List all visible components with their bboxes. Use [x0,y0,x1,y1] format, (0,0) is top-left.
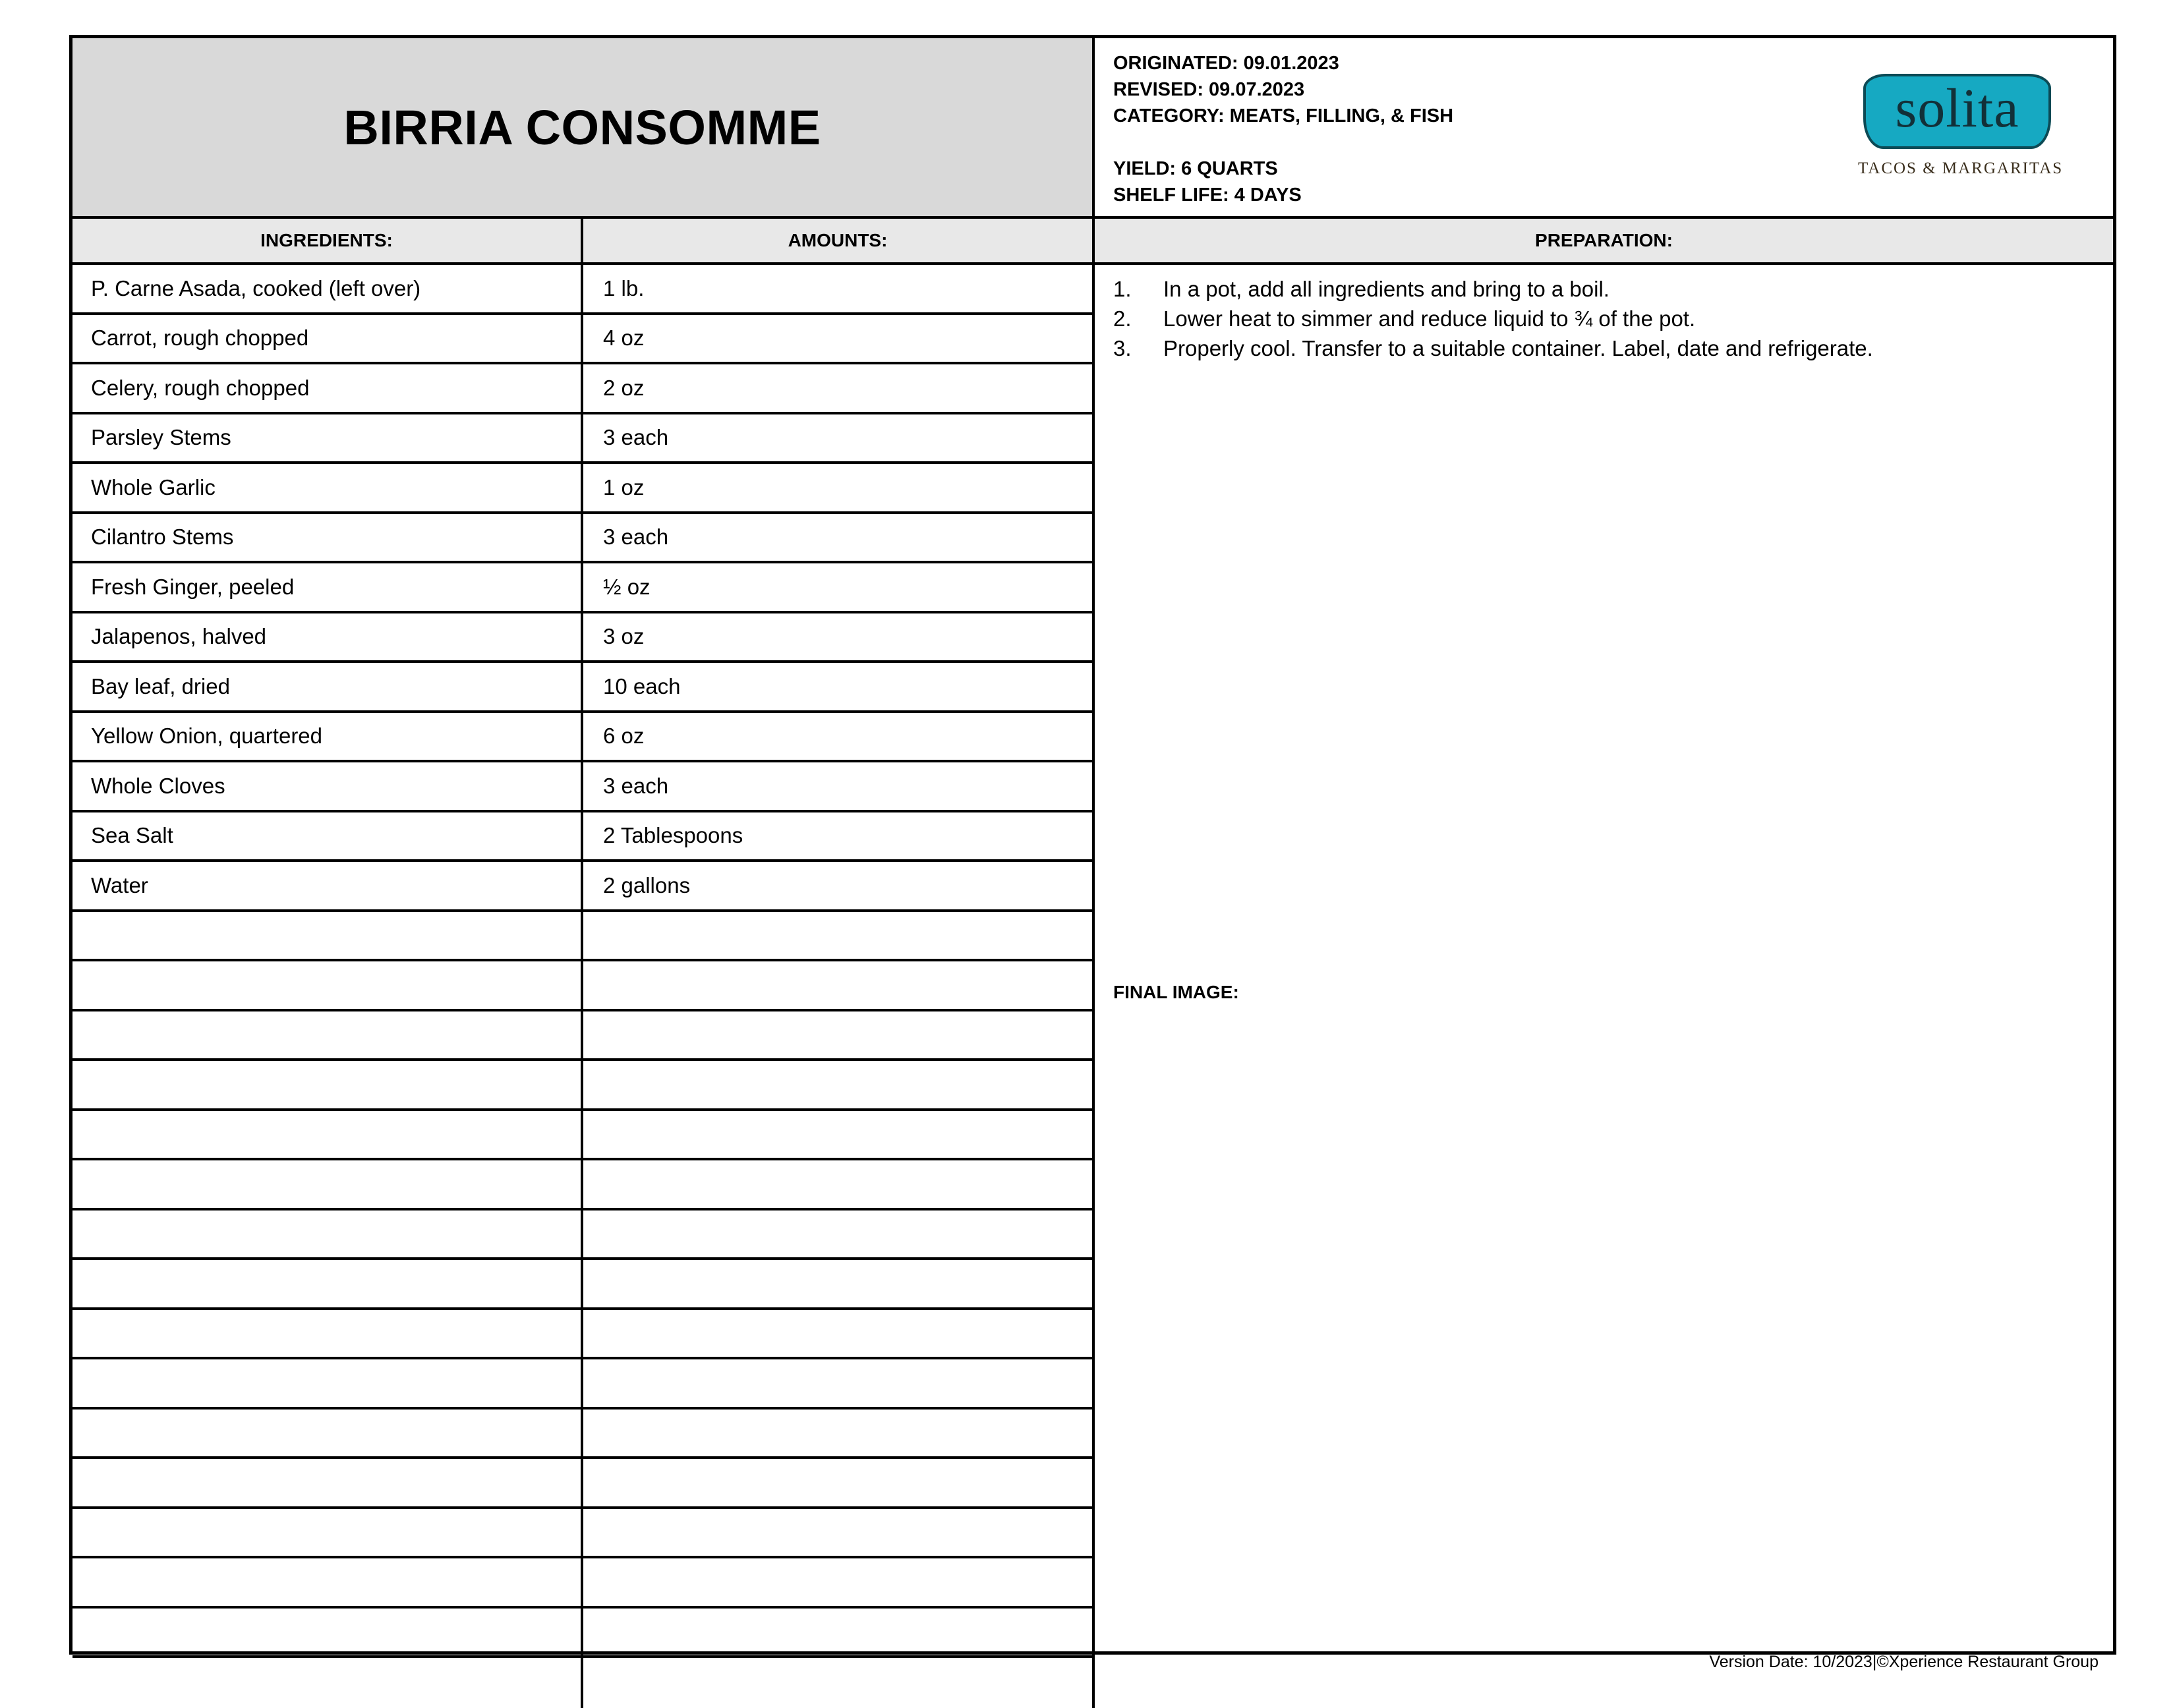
ingredient-cell: P. Carne Asada, cooked (left over) [72,265,583,312]
revised-date: REVISED: 09.07.2023 [1113,79,1305,100]
ingredient-cell [72,912,583,959]
table-row [72,961,1095,1011]
amount-cell: 3 oz [583,613,1095,661]
table-row [72,563,1095,613]
preparation-step [1113,304,1873,333]
amount-cell [583,1509,1095,1556]
table-row [72,1558,1095,1608]
amount-cell [583,1359,1095,1407]
table-row [72,762,1095,812]
ingredient-cell [72,1658,583,1708]
ingredient-cell [72,1061,583,1108]
meta-spacer [1113,129,1453,156]
table-row [72,364,1095,414]
table-row [72,414,1095,465]
table-row [72,613,1095,664]
amount-cell [583,1061,1095,1108]
step-number: 3. [1113,336,1132,360]
preparation-step [1113,333,1873,363]
category: CATEGORY: MEATS, FILLING, & FISH [1113,105,1454,127]
column-headers [72,219,2113,265]
ingredient-cell: Cilantro Stems [72,514,583,561]
table-row [72,1210,1095,1261]
table-row [72,265,1095,315]
ingredient-cell: Jalapenos, halved [72,613,583,661]
step-text: In a pot, add all ingredients and bring to a boil. [1163,277,1610,301]
step-number: 2. [1113,306,1132,331]
ingredient-cell [72,1409,583,1457]
ingredient-cell: Parsley Stems [72,414,583,462]
amount-cell: 3 each [583,762,1095,810]
originated-date: ORIGINATED: 09.01.2023 [1113,53,1339,74]
ingredient-cell [72,1210,583,1258]
ingredient-cell: Water [72,862,583,909]
ingredient-cell: Fresh Ginger, peeled [72,563,583,611]
table-row [72,1061,1095,1111]
recipe-title: BIRRIA CONSOMME [343,100,821,155]
recipe-card [69,35,2116,1655]
amount-cell [583,1210,1095,1258]
ingredients-header: INGREDIENTS: [72,219,583,262]
table-row [72,1459,1095,1509]
amount-cell [583,1608,1095,1656]
amount-cell [583,1011,1095,1059]
amount-cell [583,1658,1095,1708]
table-row [72,1011,1095,1062]
ingredient-cell [72,1359,583,1407]
ingredient-cell [72,961,583,1009]
amount-cell [583,961,1095,1009]
amount-cell [583,1310,1095,1357]
preparation-steps [1113,274,1873,363]
table-row [72,514,1095,564]
ingredient-cell [72,1111,583,1158]
version-footer: Version Date: 10/2023|©Xperience Restaurant Group [1709,1653,2099,1671]
step-text: Properly cool. Transfer to a suitable container. Label, date and refrigerate. [1163,336,1873,360]
amount-cell: 1 oz [583,464,1095,511]
amount-cell: 2 gallons [583,862,1095,909]
amount-cell [583,912,1095,959]
table-row [72,912,1095,962]
preparation-header: PREPARATION: [1535,230,1673,250]
table-row [72,812,1095,863]
info-cell [1095,38,2113,219]
final-image-label: FINAL IMAGE: [1113,982,1239,1002]
ingredient-cell: Carrot, rough chopped [72,315,583,362]
ingredient-cell [72,1310,583,1357]
amount-cell: 4 oz [583,315,1095,362]
amount-cell [583,1160,1095,1208]
table-row [72,1359,1095,1409]
ingredient-cell [72,1011,583,1059]
table-row [72,713,1095,763]
table-row [72,1260,1095,1310]
ingredient-cell [72,1509,583,1556]
amount-cell: 2 Tablespoons [583,812,1095,860]
amount-cell: ½ oz [583,563,1095,611]
ingredient-cell [72,1608,583,1656]
solita-logo [1858,71,2085,190]
amount-cell: 2 oz [583,364,1095,412]
amount-cell [583,1558,1095,1606]
amount-cell [583,1459,1095,1506]
ingredient-cell: Sea Salt [72,812,583,860]
table-row [72,1111,1095,1161]
ingredient-cell: Whole Cloves [72,762,583,810]
step-text: Lower heat to simmer and reduce liquid to ¾ of the pot. [1163,306,1696,331]
preparation-area [1095,265,2113,1651]
shelf-life: SHELF LIFE: 4 DAYS [1113,185,1302,206]
table-row [72,464,1095,514]
ingredients-table [72,265,1095,1708]
table-row [72,1608,1095,1659]
table-row [72,663,1095,713]
table-row [72,1160,1095,1210]
ingredient-cell: Celery, rough chopped [72,364,583,412]
title-cell [72,38,1095,219]
ingredient-cell: Whole Garlic [72,464,583,511]
logo-tagline: TACOS & MARGARITAS [1858,159,2064,177]
ingredient-cell [72,1260,583,1307]
amount-cell [583,1409,1095,1457]
table-row [72,315,1095,365]
ingredient-cell: Yellow Onion, quartered [72,713,583,760]
logo-wordmark: solita [1895,78,2019,139]
table-row [72,862,1095,912]
ingredient-cell [72,1160,583,1208]
ingredient-cell: Bay leaf, dried [72,663,583,710]
preparation-step [1113,274,1873,304]
amount-cell [583,1260,1095,1307]
logo-badge [1863,74,2051,149]
ingredient-cell [72,1558,583,1606]
table-row [72,1409,1095,1460]
amount-cell: 10 each [583,663,1095,710]
amount-cell: 3 each [583,514,1095,561]
step-number: 1. [1113,277,1132,301]
amount-cell: 3 each [583,414,1095,462]
ingredient-cell [72,1459,583,1506]
table-row [72,1658,1095,1708]
amount-cell [583,1111,1095,1158]
amounts-header: AMOUNTS: [583,219,1095,262]
table-row [72,1509,1095,1559]
yield: YIELD: 6 QUARTS [1113,158,1278,179]
recipe-meta [1113,50,1453,208]
amount-cell: 6 oz [583,713,1095,760]
table-row [72,1310,1095,1360]
amount-cell: 1 lb. [583,265,1095,312]
